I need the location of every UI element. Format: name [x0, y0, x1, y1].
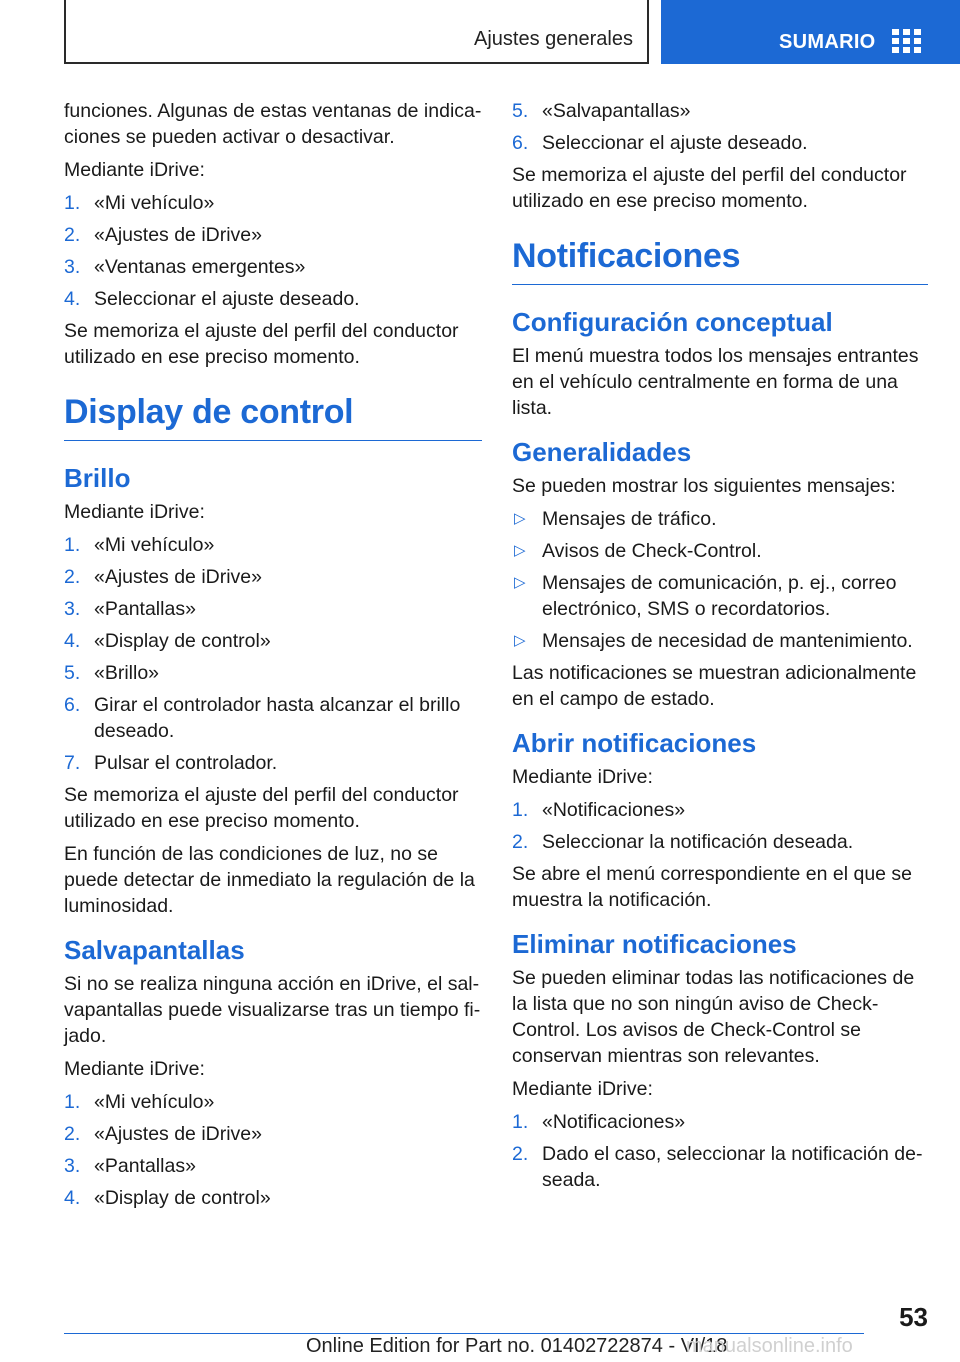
step-item — [64, 1153, 482, 1179]
brillo-note-2: En función de las condiciones de luz, no se puede detectar de inmediato la regulación de la luminosidad. — [64, 843, 475, 917]
step-number: 2. — [512, 1143, 529, 1165]
step-number: 1. — [512, 1111, 529, 1133]
right-column — [512, 98, 928, 1199]
intro-steps — [64, 190, 482, 312]
step-text: «Ajustes de iDrive» — [94, 224, 262, 246]
salvapantallas-steps — [64, 1089, 482, 1211]
brillo-heading: Brillo — [64, 463, 131, 493]
step-text: «Ajustes de iDrive» — [94, 566, 262, 588]
bullet-text: Mensajes de tráfico. — [542, 508, 717, 530]
footer-divider — [64, 1333, 864, 1334]
step-item — [64, 1089, 482, 1115]
step-number: 3. — [64, 256, 81, 278]
step-number: 1. — [64, 1091, 81, 1113]
salvapantallas-via: Mediante iDrive: — [64, 1058, 205, 1080]
step-number: 2. — [64, 1123, 81, 1145]
step-item — [64, 660, 482, 686]
bullet-text: Mensajes de comunicación, p. ej., correo electrónico, SMS o recordatorios. — [542, 572, 897, 620]
header-section-box — [64, 0, 649, 64]
step-text: «Brillo» — [94, 662, 160, 684]
step-text: Pulsar el controlador. — [94, 752, 278, 774]
step-text: Seleccionar el ajuste deseado. — [94, 288, 360, 310]
step-text: «Ajustes de iDrive» — [94, 1123, 262, 1145]
delete-text: Se pueden eliminar todas las notificaciones de la lista que no son ningún aviso de Check-Control. Los avisos de Check-Control se conservan mientras son relevantes. — [512, 967, 915, 1067]
step-item — [64, 628, 482, 654]
open-steps — [512, 797, 928, 855]
step-text: Dado el caso, seleccionar la notificación deseada. — [542, 1143, 923, 1191]
bullet-text: Avisos de Check-Control. — [542, 540, 762, 562]
step-text: «Pantallas» — [94, 598, 196, 620]
step-number: 1. — [64, 192, 81, 214]
step-number: 5. — [512, 100, 529, 122]
step-text: Girar el controlador hasta alcanzar el brillo deseado. — [94, 694, 461, 742]
step-text: «Mi vehículo» — [94, 1091, 215, 1113]
step-text: «Notificaciones» — [542, 1111, 686, 1133]
toc-label: SUMARIO — [779, 31, 876, 53]
step-text: «Mi vehículo» — [94, 192, 215, 214]
bullet-item — [512, 506, 928, 532]
toc-button[interactable] — [661, 0, 960, 64]
step-number: 6. — [512, 132, 529, 154]
general-heading: Generalidades — [512, 437, 692, 467]
brillo-steps — [64, 532, 482, 776]
delete-heading: Eliminar notificaciones — [512, 929, 797, 959]
open-via: Mediante iDrive: — [512, 766, 653, 788]
step-number: 3. — [64, 598, 81, 620]
triangle-bullet-icon: ▷ — [514, 510, 526, 527]
step-item — [512, 130, 928, 156]
open-note: Se abre el menú correspondiente en el que se muestra la notificación. — [512, 863, 913, 911]
step-text: «Salvapantallas» — [542, 100, 691, 122]
step-item — [512, 829, 928, 855]
display-control-heading: Display de control — [64, 390, 482, 441]
step-number: 4. — [64, 630, 81, 652]
step-number: 1. — [64, 534, 81, 556]
step-item — [512, 1141, 928, 1193]
step-number: 4. — [64, 1187, 81, 1209]
bullet-item — [512, 570, 928, 622]
brillo-note-1: Se memoriza el ajuste del perfil del conductor utilizado en ese preciso momento. — [64, 784, 459, 832]
general-text: Se pueden mostrar los siguientes mensajes: — [512, 475, 896, 497]
salvapantallas-heading: Salvapantallas — [64, 935, 245, 965]
step-number: 2. — [64, 566, 81, 588]
delete-via: Mediante iDrive: — [512, 1078, 653, 1100]
step-number: 2. — [512, 831, 529, 853]
continued-steps — [512, 98, 928, 156]
concept-text: El menú muestra todos los mensajes entrantes en el vehículo centralmente en forma de una lista. — [512, 345, 919, 419]
bullet-item — [512, 538, 928, 564]
brillo-via: Mediante iDrive: — [64, 501, 205, 523]
step-number: 6. — [64, 694, 81, 716]
step-item — [64, 750, 482, 776]
step-item — [64, 596, 482, 622]
step-number: 7. — [64, 752, 81, 774]
step-text: «Mi vehículo» — [94, 534, 215, 556]
step-text: Seleccionar la notificación deseada. — [542, 831, 854, 853]
intro-via: Mediante iDrive: — [64, 159, 205, 181]
intro-text: funciones. Algunas de estas ventanas de indicaciones se pueden activar o desactivar. — [64, 100, 482, 148]
step-number: 4. — [64, 288, 81, 310]
step-item — [64, 222, 482, 248]
bullet-item — [512, 628, 928, 654]
concept-heading: Configuración conceptual — [512, 307, 833, 337]
step-text: «Notificaciones» — [542, 799, 686, 821]
step-text: «Display de control» — [94, 630, 271, 652]
triangle-bullet-icon: ▷ — [514, 542, 526, 559]
intro-note: Se memoriza el ajuste del perfil del conductor utilizado en ese preciso momento. — [64, 320, 459, 368]
general-note: Las notificaciones se muestran adicionalmente en el campo de estado. — [512, 662, 917, 710]
step-item — [64, 190, 482, 216]
step-text: Seleccionar el ajuste deseado. — [542, 132, 808, 154]
step-item — [512, 797, 928, 823]
step-text: «Display de control» — [94, 1187, 271, 1209]
open-heading: Abrir notificaciones — [512, 728, 757, 758]
step-item — [64, 564, 482, 590]
page-number: 53 — [899, 1302, 928, 1332]
step-item — [512, 98, 928, 124]
step-number: 2. — [64, 224, 81, 246]
step-item — [64, 286, 482, 312]
left-column — [64, 98, 482, 1217]
bullet-text: Mensajes de necesidad de mantenimiento. — [542, 630, 913, 652]
triangle-bullet-icon: ▷ — [514, 632, 526, 649]
edition-note: Online Edition for Part no. 01402722874 - VI/18 — [306, 1335, 728, 1357]
step-number: 5. — [64, 662, 81, 684]
step-number: 1. — [512, 799, 529, 821]
step-text: «Ventanas emergentes» — [94, 256, 306, 278]
step-text: «Pantallas» — [94, 1155, 196, 1177]
step-item — [64, 692, 482, 744]
watermark-brand: manualsonline.info — [686, 1335, 853, 1357]
triangle-bullet-icon: ▷ — [514, 574, 526, 591]
step-number: 3. — [64, 1155, 81, 1177]
section-title: Ajustes generales — [474, 28, 633, 50]
delete-steps — [512, 1109, 928, 1193]
step-item — [64, 1185, 482, 1211]
general-bullets — [512, 506, 928, 654]
step-item — [64, 254, 482, 280]
step-item — [64, 532, 482, 558]
step-item — [512, 1109, 928, 1135]
continued-note: Se memoriza el ajuste del perfil del conductor utilizado en ese preciso momento. — [512, 164, 907, 212]
step-item — [64, 1121, 482, 1147]
salvapantallas-text: Si no se realiza ninguna acción en iDrive, el salvapantallas puede visualizarse tras un tiempo fijado. — [64, 973, 481, 1047]
grid-icon — [892, 29, 921, 53]
notificaciones-heading: Notificaciones — [512, 234, 928, 285]
